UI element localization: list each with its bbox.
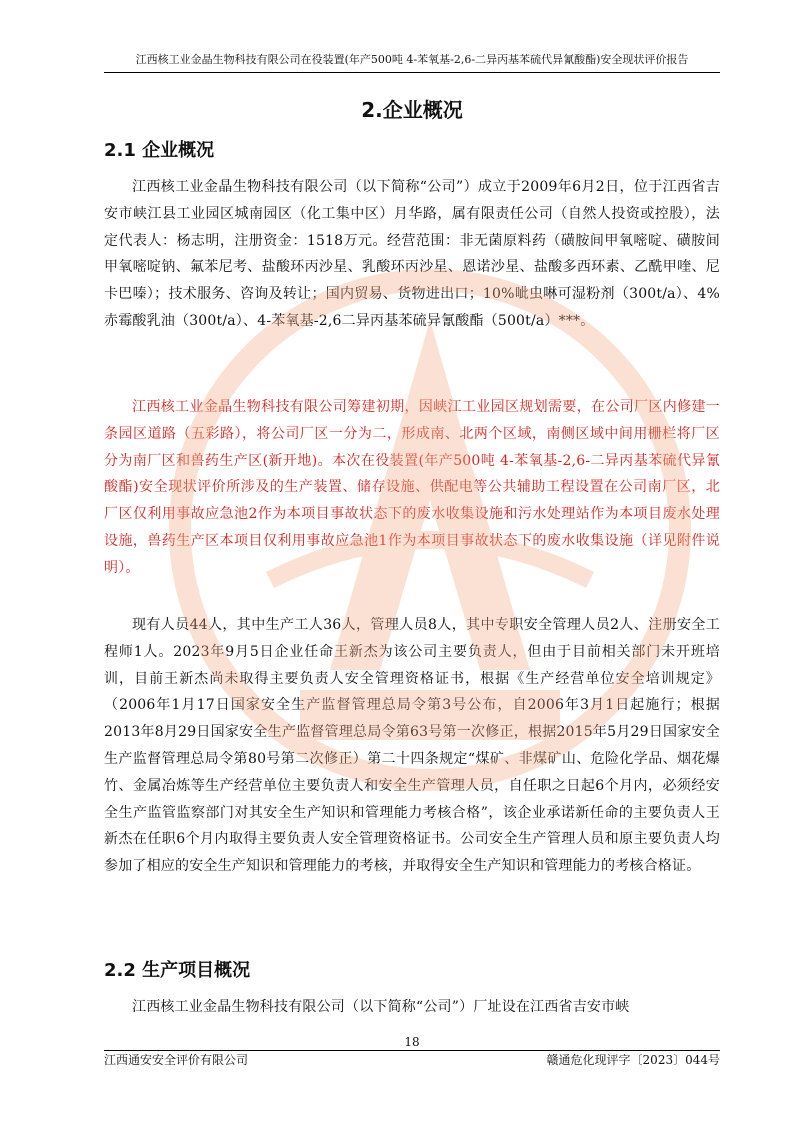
header-divider [104, 72, 720, 73]
paragraph-company-overview: 江西核工业金晶生物科技有限公司（以下简称“公司”）成立于2009年6月2日，位于江西省吉安市峡江县工业园区城南园区（化工集中区）月华路，属有限责任公司（自然人投资或控股），法定代表人：杨志明，注册资金：1518万元。经营范围：非无菌原料药（磺胺间甲氧嘧啶、磺胺间甲氧嘧啶钠、氟苯尼考、盐酸环丙沙星、乳酸环丙沙星、恩诺沙星、盐酸多西环素、乙酰甲喹、尼卡巴嗪）；技术服务、咨询及转让；国内贸易、货物进出口；10%呲虫啉可湿粉剂（300t/a）、4%赤霉酸乳油（300t/a）、4-苯氧基-2,6二异丙基苯硫异氰酸酯（500t/a）***。 [104, 179, 720, 329]
section-title-2-2: 2.2 生产项目概况 [104, 960, 251, 981]
footer-report-number: 赣通危化现评字〔2023〕044号 [546, 1053, 720, 1067]
paragraph-personnel: 现有人员44人，其中生产工人36人，管理人员8人，其中专职安全管理人员2人、注册安全工程师1人。2023年9月5日企业任命王新杰为该公司主要负责人，但由于目前相关部门未开班培训，目前王新杰尚未取得主要负责人安全管理资格证书，根据《生产经营单位安全培训规定》（2006年1月17日国家安全生产监督管理总局令第3号公布，自2006年3月1日起施行；根据2013年8月29日国家安全生产监督管理总局令第63号第一次修正，根据2015年5月29日国家安全生产监督管理总局令第80号第二次修正）第二十四条规定“煤矿、非煤矿山、危险化学品、烟花爆竹、金属冶炼等生产经营单位主要负责人和安全生产管理人员，自任职之日起6个月内，必须经安全生产监管监察部门对其安全生产知识和管理能力考核合格”，该企业承诺新任命的主要负责人王新杰在任职6个月内取得主要负责人安全管理资格证书。公司安全生产管理人员和原主要负责人均参加了相应的安全生产知识和管理能力的考核，并取得安全生产知识和管理能力的考核合格证。 [104, 617, 720, 875]
section-title-2-1: 2.1 企业概况 [104, 140, 215, 161]
chapter-title: 2.企业概况 [361, 98, 463, 122]
footer-divider [104, 1050, 720, 1051]
footer-company: 江西通安安全评价有限公司 [104, 1053, 249, 1067]
paragraph-project-overview: 江西核工业金晶生物科技有限公司（以下简称“公司”）厂址设在江西省吉安市峡 [132, 999, 630, 1015]
page-header: 江西核工业金晶生物科技有限公司在役装置(年产500吨 4-苯氧基-2,6-二异丙基苯硫代异氰酸酯)安全现状评价报告 [135, 53, 689, 66]
page-number: 18 [404, 1035, 420, 1049]
paragraph-site-layout: 江西核工业金晶生物科技有限公司筹建初期，因峡江工业园区规划需要，在公司厂区内修建一条园区道路（五彩路），将公司厂区一分为二，形成南、北两个区域，南侧区域中间用栅栏将厂区分为南厂区和兽药生产区(新开地)。本次在役装置(年产500吨 4-苯氧基-2,6-二异丙基苯硫代异氰酸酯)安全现状评价所涉及的生产装置、储存设施、供配电等公共辅助工程设置在公司南厂区，北厂区仅利用事故应急池2作为本项目事故状态下的废水收集设施和污水处理站作为本项目废水处理设施，兽药生产区本项目仅利用事故应急池1作为本项目事故状态下的废水收集设施（详见附件说明）。 [104, 399, 720, 576]
